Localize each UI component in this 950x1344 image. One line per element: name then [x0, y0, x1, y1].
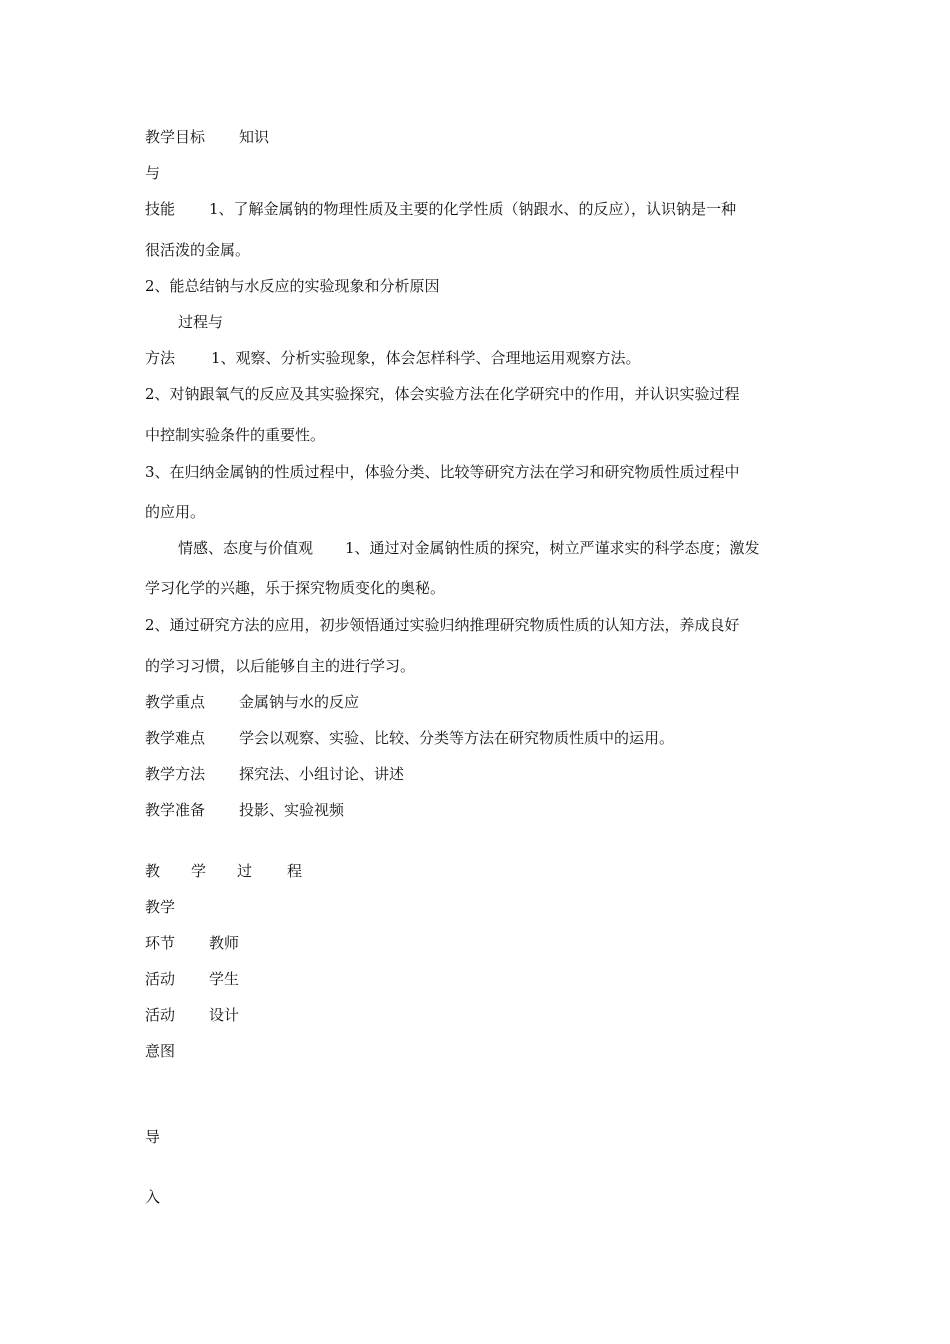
process-item2-line1: 2、对钠跟氧气的反应及其实验探究，体会实验方法在化学研究中的作用，并认识实验过程	[145, 385, 740, 403]
intro-char-1-row	[145, 1127, 160, 1147]
knowledge-heading-part1: 知识	[239, 128, 270, 146]
process-col1-part2: 环节	[145, 934, 176, 952]
preparation-row	[145, 800, 344, 820]
knowledge-item1-line2: 很活泼的金属。	[145, 241, 251, 259]
key-point-value: 金属钠与水的反应	[239, 693, 360, 711]
process-col1-part4: 活动	[145, 1006, 176, 1024]
process-item2-line2-row	[145, 425, 325, 445]
preparation-label: 教学准备	[145, 801, 206, 819]
process-title-char-3: 过	[237, 862, 253, 880]
attitude-item1-line1-row	[178, 538, 760, 558]
process-col2-part1: 教师	[209, 934, 240, 952]
key-point-label: 教学重点	[145, 693, 206, 711]
process-item3-line2: 的应用。	[145, 503, 206, 521]
process-col1-part1: 教学	[145, 898, 176, 916]
attitude-item2-line2-row	[145, 656, 415, 676]
process-heading-part1: 过程与	[178, 313, 224, 331]
process-item2-line1-row	[145, 384, 740, 404]
attitude-item1-line2-row	[145, 578, 445, 598]
process-item3-line1: 3、在归纳金属钠的性质过程中，体验分类、比较等研究方法在学习和研究物质性质过程中	[145, 463, 740, 481]
knowledge-heading-part2-row	[145, 163, 160, 183]
process-col1-part5-row	[145, 1041, 175, 1061]
process-title-char-1: 教	[145, 862, 161, 880]
process-item1-row	[145, 348, 641, 368]
process-col2-part2: 学生	[209, 970, 240, 988]
preparation-value: 投影、实验视频	[239, 801, 345, 819]
process-heading-part1-row	[178, 312, 223, 332]
attitude-item1-line1: 1、通过对金属钠性质的探究，树立严谨求实的科学态度；激发	[345, 539, 760, 557]
knowledge-item1-line1: 1、了解金属钠的物理性质及主要的化学性质（钠跟水、的反应），认识钠是一种	[209, 200, 737, 218]
objectives-label: 教学目标	[145, 128, 206, 146]
key-point-row	[145, 692, 359, 712]
process-item1: 1、观察、分析实验现象，体会怎样科学、合理地运用观察方法。	[211, 349, 641, 367]
knowledge-item2: 2、能总结钠与水反应的实验现象和分析原因	[145, 277, 440, 295]
attitude-item1-line2: 学习化学的兴趣，乐于探究物质变化的奥秘。	[145, 579, 446, 597]
difficulty-row	[145, 728, 674, 748]
process-col-row-2	[145, 933, 239, 953]
difficulty-value: 学会以观察、实验、比较、分类等方法在研究物质性质中的运用。	[239, 729, 675, 747]
attitude-item2-line2: 的学习习惯，以后能够自主的进行学习。	[145, 657, 416, 675]
attitude-heading: 情感、态度与价值观	[178, 539, 314, 557]
process-title-char-2: 学	[191, 862, 207, 880]
intro-char-1: 导	[145, 1128, 161, 1146]
process-col-row-4	[145, 1005, 239, 1025]
intro-char-2-row	[145, 1187, 160, 1207]
knowledge-heading-part2: 与	[145, 164, 161, 182]
knowledge-item2-row	[145, 276, 440, 296]
process-title-char-4: 程	[287, 862, 303, 880]
method-value: 探究法、小组讨论、讲述	[239, 765, 405, 783]
process-item3-line2-row	[145, 502, 205, 522]
method-label: 教学方法	[145, 765, 206, 783]
process-heading-part2: 方法	[145, 349, 176, 367]
knowledge-item1-line1-row	[145, 199, 736, 219]
attitude-item2-line1: 2、通过研究方法的应用，初步领悟通过实验归纳推理研究物质性质的认知方法，养成良好	[145, 616, 740, 634]
knowledge-heading-part3: 技能	[145, 200, 176, 218]
process-col1-part5: 意图	[145, 1042, 176, 1060]
knowledge-item1-line2-row	[145, 240, 250, 260]
process-col1-part3: 活动	[145, 970, 176, 988]
method-row	[145, 764, 404, 784]
difficulty-label: 教学难点	[145, 729, 206, 747]
process-col1-part1-row	[145, 897, 175, 917]
process-col2-part3: 设计	[209, 1006, 240, 1024]
attitude-item2-line1-row	[145, 615, 740, 635]
objectives-row	[145, 127, 269, 147]
process-item3-line1-row	[145, 462, 740, 482]
process-col-row-3	[145, 969, 239, 989]
process-item2-line2: 中控制实验条件的重要性。	[145, 426, 326, 444]
intro-char-2: 入	[145, 1188, 161, 1206]
process-table-title	[145, 861, 302, 881]
